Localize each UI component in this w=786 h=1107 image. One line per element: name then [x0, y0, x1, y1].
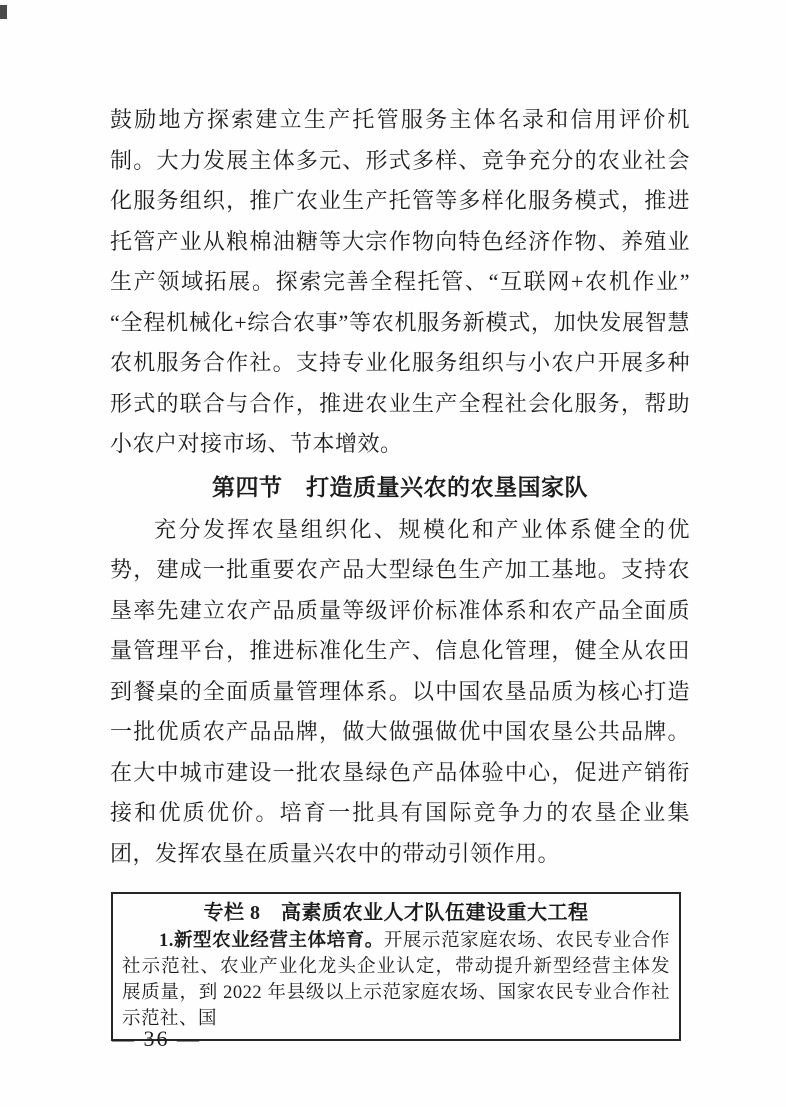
callout-box-title: 专栏 8 高素质农业人才队伍建设重大工程 — [203, 902, 589, 924]
paragraph-continuation: 鼓励地方探索建立生产托管服务主体名录和信用评价机制。大力发展主体多元、形式多样、竞争充分的农业社会化服务组织，推广农业生产托管等多样化服务模式，推进托管产业从粮棉油糖等大宗作物向特色经济作物、养殖业生产领域拓展。探索完善全程托管、“互联网+农机作业”“全程机械化+综合农事”等农机服务新模式，加快发展智慧农机服务合作社。支持专业化服务组织与小农户开展多种形式的联合与合作，推进农业生产全程社会化服务，帮助小农户对接市场、节本增效。 — [110, 107, 690, 456]
callout-box-lead: 1.新型农业经营主体培育。 — [159, 931, 384, 951]
callout-box-8 — [111, 892, 681, 1041]
callout-box-body — [122, 928, 670, 1032]
page-number: — 36 — — [112, 1026, 201, 1051]
section-heading: 第四节 打造质量兴农的农垦国家队 — [212, 474, 588, 500]
page-content — [110, 100, 690, 1041]
callout-box-text: 开展示范家庭农场、农民专业合作社示范社、农业产业化龙头企业认定，带动提升新型经营主体发展质量，到 2022 年县级以上示范家庭农场、国家农民专业合作社示范社、国 — [122, 931, 670, 1029]
paragraph-nongken-quality: 充分发挥农垦组织化、规模化和产业体系健全的优势，建成一批重要农产品大型绿色生产加工基地。支持农垦率先建立农产品质量等级评价标准体系和农产品全面质量管理平台，推进标准化生产、信息化管理，健全从农田到餐桌的全面质量管理体系。以中国农垦品质为核心打造一批优质农产品品牌，做大做强做优中国农垦公共品牌。在大中城市建设一批农垦绿色产品体验中心，促进产销衔接和优质优价。培育一批具有国际竞争力的农垦企业集团，发挥农垦在质量兴农中的带动引领作用。 — [110, 516, 690, 866]
page-footer — [112, 1026, 201, 1052]
scan-artifact-mark — [0, 5, 7, 19]
